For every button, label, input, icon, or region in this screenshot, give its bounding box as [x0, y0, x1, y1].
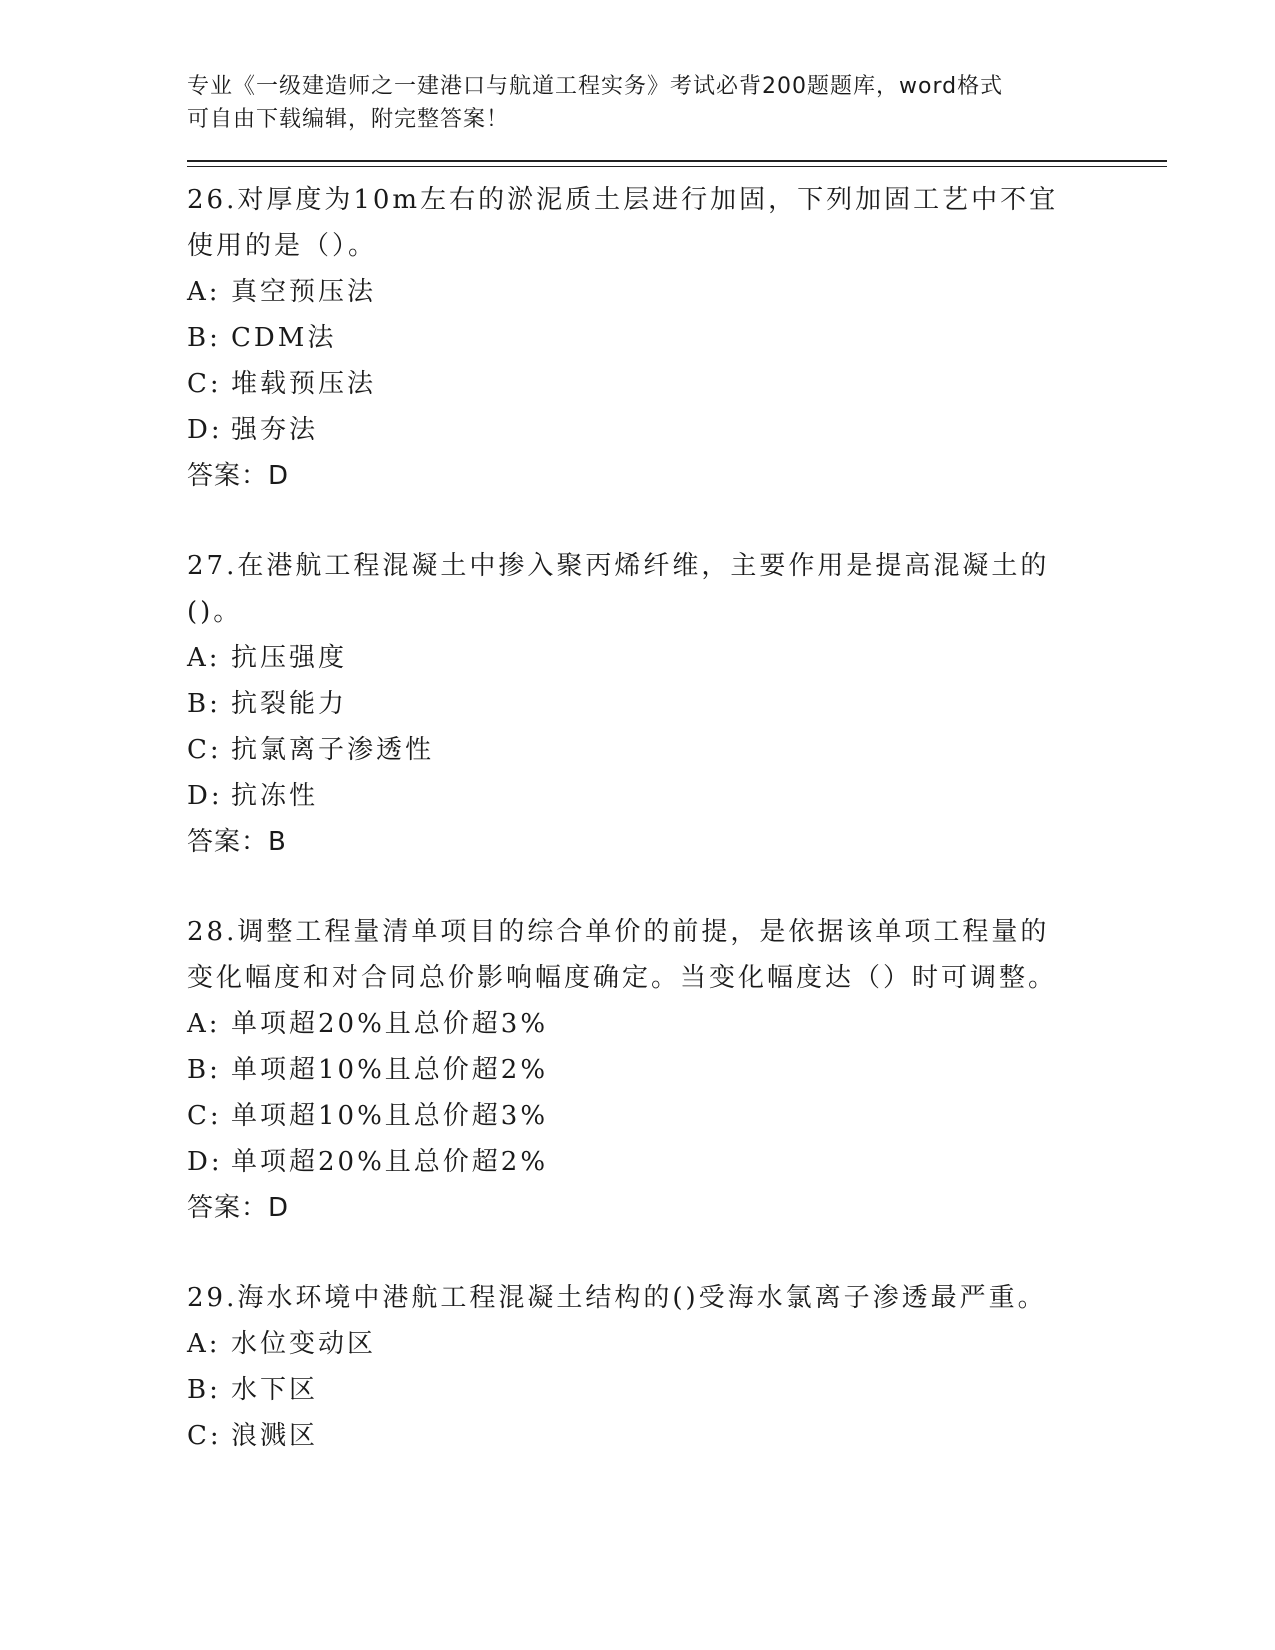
option-text: 抗裂能力: [231, 689, 348, 719]
header-divider: [187, 160, 1167, 167]
answer-line: 答案：D: [187, 1193, 290, 1223]
header-line-1: 专业《一级建造师之一建港口与航道工程实务》考试必背200题题库，word格式: [187, 74, 1004, 99]
option-text: 水位变动区: [231, 1329, 377, 1359]
option-letter: B:: [187, 1055, 221, 1085]
option-b: [187, 1047, 1067, 1093]
question-27: [187, 543, 1067, 865]
option-letter: B:: [187, 689, 221, 719]
option-letter: D:: [187, 415, 223, 445]
question-26: [187, 177, 1067, 499]
option-a: [187, 1321, 1067, 1367]
option-c: [187, 361, 1067, 407]
option-b: [187, 1367, 1067, 1413]
option-text: 单项超10%且总价超3%: [231, 1101, 549, 1131]
option-a: [187, 635, 1067, 681]
option-letter: D:: [187, 781, 223, 811]
option-text: 抗氯离子渗透性: [231, 735, 435, 765]
option-text: 浪溅区: [231, 1421, 319, 1451]
question-28: [187, 909, 1067, 1231]
option-text: 抗压强度: [231, 643, 348, 673]
option-letter: B:: [187, 323, 221, 353]
option-text: 堆载预压法: [231, 369, 377, 399]
question-29: [187, 1275, 1067, 1459]
option-d: [187, 1139, 1067, 1185]
option-letter: C:: [187, 1421, 222, 1451]
document-page: [187, 70, 1167, 1459]
option-text: 水下区: [231, 1375, 319, 1405]
option-a: [187, 269, 1067, 315]
option-text: CDM法: [231, 323, 337, 353]
option-letter: A:: [187, 643, 221, 673]
option-c: [187, 1093, 1067, 1139]
question-stem: 29.海水环境中港航工程混凝土结构的()受海水氯离子渗透最严重。: [187, 1283, 1047, 1313]
question-stem: 27.在港航工程混凝土中掺入聚丙烯纤维，主要作用是提高混凝土的()。: [187, 551, 1050, 627]
option-c: [187, 727, 1067, 773]
option-letter: A:: [187, 1009, 221, 1039]
option-text: 单项超20%且总价超3%: [231, 1009, 549, 1039]
option-text: 单项超10%且总价超2%: [231, 1055, 549, 1085]
option-letter: A:: [187, 277, 221, 307]
option-d: [187, 773, 1067, 819]
option-a: [187, 1001, 1067, 1047]
question-stem: 26.对厚度为10m左右的淤泥质土层进行加固，下列加固工艺中不宜使用的是（）。: [187, 185, 1059, 261]
header-line-2: 可自由下载编辑，附完整答案！: [187, 107, 510, 132]
answer-line: 答案：B: [187, 827, 287, 857]
option-letter: C:: [187, 735, 222, 765]
option-letter: D:: [187, 1147, 223, 1177]
option-b: [187, 315, 1067, 361]
option-c: [187, 1413, 1067, 1459]
option-letter: B:: [187, 1375, 221, 1405]
option-text: 抗冻性: [231, 781, 319, 811]
question-stem: 28.调整工程量清单项目的综合单价的前提，是依据该单项工程量的变化幅度和对合同总价影响幅度确定。当变化幅度达（）时可调整。: [187, 917, 1058, 993]
document-header: [187, 70, 1067, 136]
option-letter: C:: [187, 1101, 222, 1131]
option-d: [187, 407, 1067, 453]
option-text: 强夯法: [231, 415, 319, 445]
option-b: [187, 681, 1067, 727]
answer-line: 答案：D: [187, 461, 290, 491]
option-text: 单项超20%且总价超2%: [231, 1147, 549, 1177]
option-letter: C:: [187, 369, 222, 399]
option-letter: A:: [187, 1329, 221, 1359]
option-text: 真空预压法: [231, 277, 377, 307]
